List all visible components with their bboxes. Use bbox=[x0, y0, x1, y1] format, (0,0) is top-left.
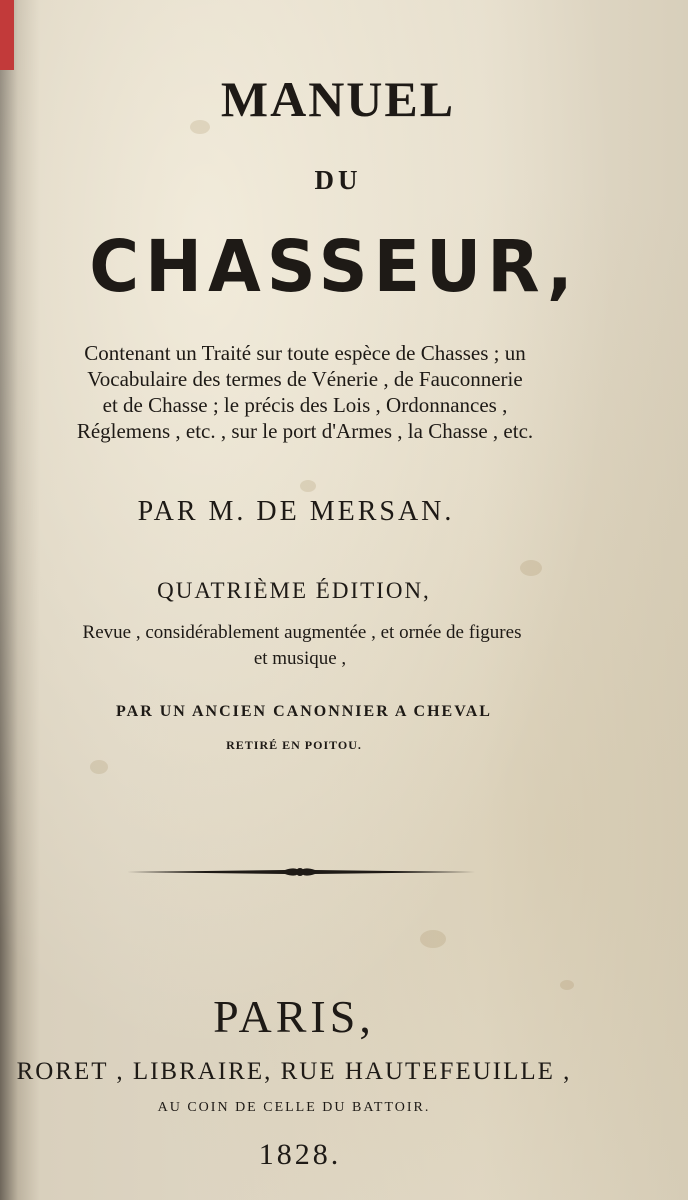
imprint-year: 1828. bbox=[258, 1138, 342, 1171]
imprint-address: AU COIN DE CELLE DU BATTOIR. bbox=[157, 1100, 431, 1115]
description-line: Réglemens , etc. , sur le port d'Armes , la Chasse , etc. bbox=[76, 419, 534, 443]
reviser-line: PAR UN ANCIEN CANONNIER A CHEVAL bbox=[116, 703, 492, 720]
description-line: Vocabulaire des termes de Vénerie , de Fauconnerie bbox=[87, 367, 523, 391]
red-page-edge bbox=[0, 0, 14, 70]
description-block bbox=[0, 340, 610, 444]
title-line-manuel: MANUEL bbox=[220, 71, 456, 127]
edition-note-line: Revue , considérablement augmentée , et ornée de figures bbox=[82, 622, 522, 643]
foxing-spot bbox=[520, 560, 542, 576]
foxing-spot bbox=[560, 980, 574, 990]
description-line: Contenant un Traité sur toute espèce de Chasses ; un bbox=[84, 341, 526, 365]
ornamental-rule bbox=[125, 860, 475, 884]
title-line-chasseur: CHASSEUR, bbox=[89, 226, 579, 309]
title-line-du: DU bbox=[314, 165, 362, 195]
imprint-city: PARIS, bbox=[213, 991, 375, 1042]
author-line: PAR M. DE MERSAN. bbox=[137, 496, 455, 527]
foxing-spot bbox=[300, 480, 316, 492]
imprint-publisher: RORET , LIBRAIRE, RUE HAUTEFEUILLE , bbox=[16, 1058, 572, 1085]
foxing-spot bbox=[420, 930, 446, 948]
edition-note-line: et musique , bbox=[253, 648, 347, 669]
foxing-spot bbox=[90, 760, 108, 774]
description-line: et de Chasse ; le précis des Lois , Ordonnances , bbox=[102, 393, 508, 417]
edition-label: QUATRIÈME ÉDITION, bbox=[157, 578, 431, 603]
reviser-location: RETIRÉ EN POITOU. bbox=[226, 738, 362, 752]
